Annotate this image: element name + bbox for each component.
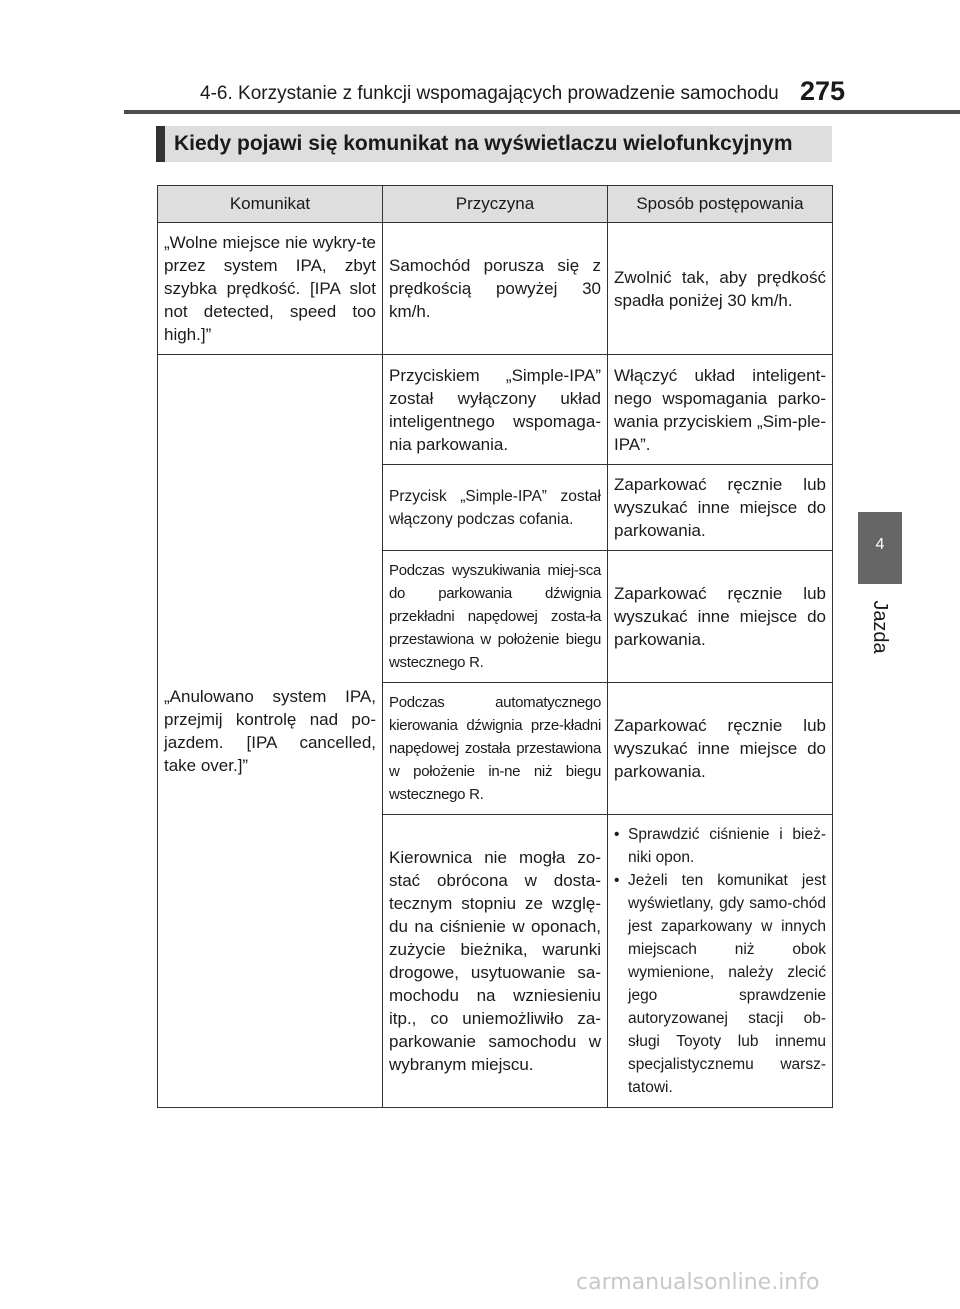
bullet-glyph: • bbox=[614, 826, 620, 843]
list-item-text: Jeżeli ten komunikat jest wyświetlany, gdy samo-chód jest zaparkowany w innych miejscach niż obok wymienione, należy zlecić jego sprawdzenie autoryzowanej stacji ob-sługi Toyoty lub innemu specjalistycznemu warsz-tatowi. bbox=[628, 872, 826, 1096]
cause-cell: Przycisk „Simple-IPA” został włączony podczas cofania. bbox=[383, 465, 608, 551]
section-heading-bar bbox=[156, 126, 832, 162]
chapter-tab bbox=[858, 512, 902, 584]
action-cell bbox=[608, 815, 833, 1108]
action-bullet-list bbox=[614, 823, 826, 1099]
header-divider bbox=[124, 110, 960, 114]
message-table bbox=[157, 185, 833, 1108]
page-number: 275 bbox=[800, 76, 846, 106]
cause-cell: Kierownica nie mogła zo-stać obrócona w dosta-tecznym stopniu ze wzglę-du na ciśnienie w oponach, zużycie bieżnika, warunki drogowe, usytuowanie sa-mochodu na wzniesieniu itp., co uniemożliwiło za-parkowanie samochodu w wybranym miejscu. bbox=[383, 815, 608, 1108]
message-cell: „Wolne miejsce nie wykry-te przez system IPA, zbyt szybka prędkość. [IPA slot not detected, speed too high.]” bbox=[158, 223, 383, 355]
message-cell: „Anulowano system IPA, przejmij kontrolę nad po-jazdem. [IPA cancelled, take over.]” bbox=[158, 355, 383, 1108]
bullet-glyph: • bbox=[614, 872, 620, 889]
cause-cell: Podczas wyszukiwania miej-sca do parkowania dźwignia przekładni napędowej zosta-ła przestawiona w położenie biegu wstecznego R. bbox=[383, 551, 608, 683]
list-item bbox=[614, 823, 826, 869]
cause-cell: Podczas automatycznego kierowania dźwignia prze-kładni napędowej została przestawiona w położenie in-ne niż biegu wstecznego R. bbox=[383, 683, 608, 815]
section-heading-accent bbox=[156, 126, 165, 162]
column-header-cause: Przyczyna bbox=[383, 186, 608, 223]
action-cell: Zwolnić tak, aby prędkość spadła poniżej 30 km/h. bbox=[608, 223, 833, 355]
list-item-text: Sprawdzić ciśnienie i bież-niki opon. bbox=[628, 826, 826, 866]
chapter-tab-label: Jazda bbox=[869, 600, 891, 654]
table-header-row bbox=[158, 186, 833, 223]
running-header: 4-6. Korzystanie z funkcji wspomagających prowadzenie samochodu bbox=[200, 83, 779, 104]
table-row bbox=[158, 355, 833, 465]
action-cell: Włączyć układ inteligent-nego wspomagania parko-wania przyciskiem „Sim-ple-IPA”. bbox=[608, 355, 833, 465]
column-header-action: Sposób postępowania bbox=[608, 186, 833, 223]
column-header-message: Komunikat bbox=[158, 186, 383, 223]
table-row bbox=[158, 223, 833, 355]
action-cell: Zaparkować ręcznie lub wyszukać inne miejsce do parkowania. bbox=[608, 551, 833, 683]
watermark: carmanualsonline.info bbox=[576, 1270, 820, 1295]
chapter-tab-number: 4 bbox=[875, 536, 885, 553]
cause-cell: Samochód porusza się z prędkością powyżej 30 km/h. bbox=[383, 223, 608, 355]
cause-cell: Przyciskiem „Simple-IPA” został wyłączony układ inteligentnego wspomaga-nia parkowania. bbox=[383, 355, 608, 465]
list-item bbox=[614, 869, 826, 1099]
section-heading: Kiedy pojawi się komunikat na wyświetlaczu wielofunkcyjnym bbox=[174, 132, 793, 155]
action-cell: Zaparkować ręcznie lub wyszukać inne miejsce do parkowania. bbox=[608, 683, 833, 815]
action-cell: Zaparkować ręcznie lub wyszukać inne miejsce do parkowania. bbox=[608, 465, 833, 551]
